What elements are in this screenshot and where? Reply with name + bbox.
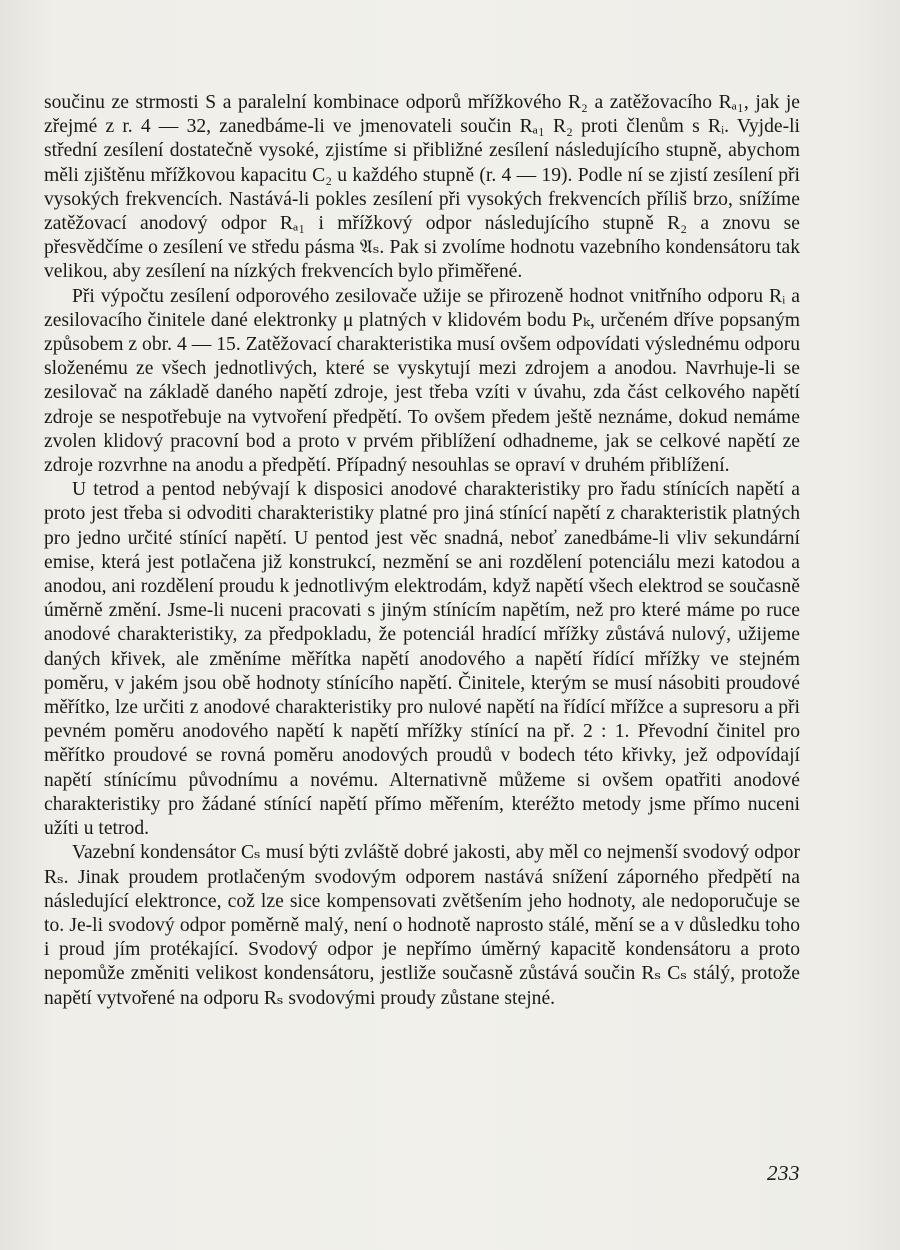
page-number: 233 [767,1161,800,1185]
paragraph-1: součinu ze strmosti S a paralelní kombinace odporů mřížkového R₂ a zatěžovacího Rₐ₁, jak je zřejmé z r. 4 — 32, zanedbáme-li ve jmenovateli součin Rₐ₁ R₂ proti členům s Rᵢ. Vyjde-li střední zesílení dostatečně vysoké, zjistíme si přibližné zesílení následujícího stupně, abychom měli zjištěnu mřížkovou kapacitu C₂ u každého stupně (r. 4 — 19). Podle ní se zjistí zesílení při vysokých frekvencích. Nastává-li pokles zesílení při vysokých frekvencích příliš brzo, snížíme zatěžovací anodový odpor Rₐ₁ i mřížkový odpor následujícího stupně R₂ a znovu se přesvědčíme o zesílení ve středu pásma 𝔄ₛ. Pak si zvolíme hodnotu vazebního kondensátoru tak velikou, aby zesílení na nízkých frekvencích bylo přiměřené. [44,92,800,283]
paragraph-2: Při výpočtu zesílení odporového zesilovače užije se přirozeně hodnot vnitřního odporu Rᵢ a zesilovacího činitele dané elektronky μ platných v klidovém bodu Pₖ, určeném dříve popsaným způsobem z obr. 4 — 15. Zatěžovací charakteristika musí ovšem odpovídati výslednému odporu složenému ze všech jednotlivých, které se vyskytují mezi zdrojem a anodou. Navrhuje-li se zesilovač na základě daného napětí zdroje, jest třeba vzíti v úvahu, zda část celkového napětí zdroje se nespotřebuje na vytvoření předpětí. To ovšem předem ještě neznáme, dokud nemáme zvolen klidový pracovní bod a proto v prvém přiblížení odhadneme, jak se celkové napětí ze zdroje rozvrhne na anodu a předpětí. Případný nesouhlas se opraví v druhém přiblížení. [44,285,800,477]
paragraph-4: Vazební kondensátor Cₛ musí býti zvláště dobré jakosti, aby měl co nejmenší svodový odpor Rₛ. Jinak proudem protlačeným svodovým odporem nastává snížení záporného předpětí na následující elektronce, což lze sice kompensovati zvětšením jeho hodnoty, ale nedoporučuje se to. Je-li svodový odpor poměrně malý, není o hodnotě naprosto stálé, mění se a v důsledku toho i proud jím protékající. Svodový odpor je nepřímo úměrný kapacitě kondensátoru a proto nepomůže změniti velikost kondensátoru, jestliže současně zůstává součin Rₛ Cₛ stálý, protože napětí vytvořené na odporu Rₛ svodovými proudy zůstane stejné. [44,842,800,1009]
body-text [44,91,800,1011]
paragraph-3: U tetrod a pentod nebývají k disposici anodové charakteristiky pro řadu stínících napětí a proto jest třeba si odvoditi charakteristiky platné pro jiná stínící napětí z charakteristik platných pro jedno určité stínící napětí. U pentod jest věc snadná, neboť zanedbáme-li vliv sekundární emise, která jest potlačena již konstrukcí, nezmění se ani rozdělení potenciálu mezi katodou a anodou, ani rozdělení proudu k jednotlivým elektrodám, když napětí všech elektrod se současně úměrně změní. Jsme-li nuceni pracovati s jiným stínícím napětím, než pro které máme po ruce anodové charakteristiky, za předpokladu, že potenciál hradící mřížky zůstává nulový, užijeme daných křivek, ale změníme měřítka napětí anodového a napětí řídící mřížky ve stejném poměru, v jakém jsou obě hodnoty stínícího napětí. Činitele, kterým se musí násobiti proudové měřítko, lze určiti z anodové charakteristiky pro nulové napětí na řídící mřížce a supresoru a při pevném poměru anodového napětí k napětí mřížky stínící na př. 2 : 1. Převodní činitel pro měřítko proudové se rovná poměru anodových proudů v bodech této křivky, jež odpovídají napětí stínícímu původnímu a novému. Alternativně můžeme si ovšem opatřiti anodové charakteristiky pro žádané stínící napětí přímo měřením, kteréžto metody jsme přímo nuceni užíti u tetrod. [44,479,800,840]
